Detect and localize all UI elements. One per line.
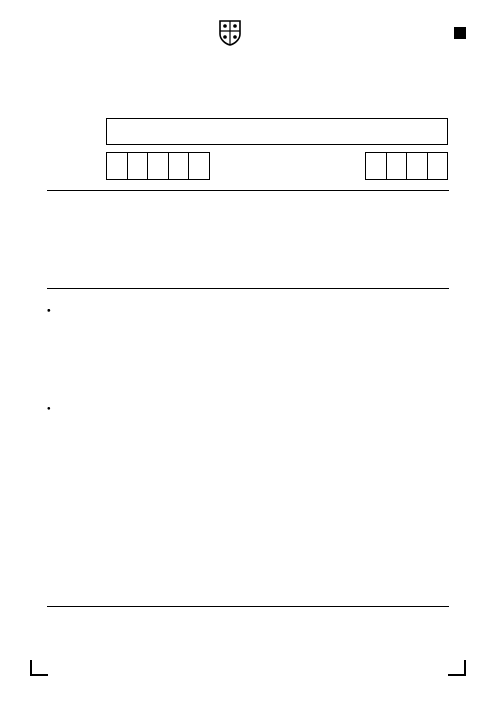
- candidate-number-cell[interactable]: [366, 153, 387, 179]
- centre-number-cell[interactable]: [169, 153, 190, 179]
- divider: [47, 190, 449, 191]
- candidate-number-cell[interactable]: [407, 153, 428, 179]
- divider: [47, 606, 449, 607]
- candidate-number-cell[interactable]: [387, 153, 408, 179]
- divider: [47, 288, 449, 289]
- corner-mark: [454, 27, 466, 39]
- candidate-number-field[interactable]: [365, 152, 448, 180]
- side-barcode: [18, 188, 40, 274]
- qr-code: [22, 143, 42, 163]
- centre-number-cell[interactable]: [148, 153, 169, 179]
- top-barcode: [30, 25, 206, 47]
- centre-number-field[interactable]: [106, 152, 210, 180]
- cambridge-logo: [219, 20, 379, 50]
- candidate-number-cell[interactable]: [428, 153, 448, 179]
- candidate-name-field[interactable]: [106, 118, 448, 145]
- shield-icon: [219, 20, 241, 46]
- centre-number-cell[interactable]: [107, 153, 128, 179]
- crop-mark: [448, 674, 466, 676]
- centre-number-cell[interactable]: [189, 153, 209, 179]
- crop-mark: [30, 674, 48, 676]
- centre-number-cell[interactable]: [128, 153, 149, 179]
